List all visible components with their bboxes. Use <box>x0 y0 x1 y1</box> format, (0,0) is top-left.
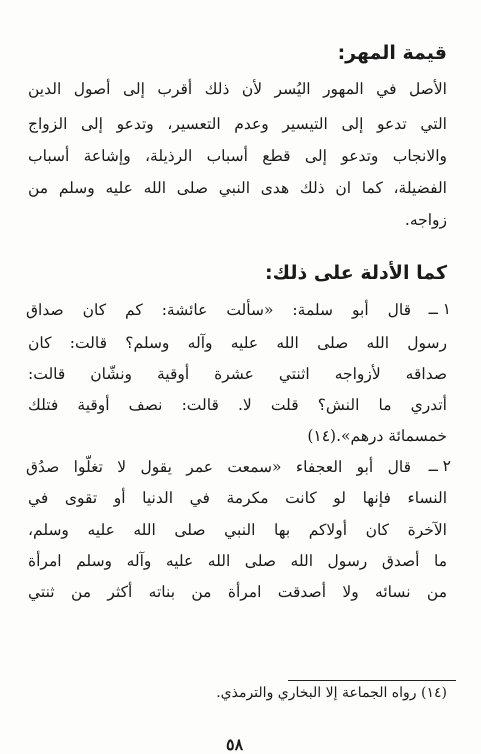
list-item-line: أتدري ما النش؟ قلت لا. قالت: نصف أوقية فتلك <box>28 396 447 414</box>
paragraph-line: الفضيلة، كما ان ذلك هدى النبي صلى الله عليه وسلم من <box>28 179 447 197</box>
list-item-line: النساء فإنها لو كانت مكرمة في الدنيا أو تقوى في <box>28 489 447 507</box>
list-item-line: قال أبو سلمة: «سألت عائشة: كم كان صداق <box>26 301 411 319</box>
footnote-divider <box>288 680 456 681</box>
list-item-number: ٢ ــ <box>428 457 451 475</box>
footnote: (١٤) رواه الجماعة إلا البخاري والترمذي. <box>216 685 447 701</box>
paragraph-line: الأصل في المهور اليُسر لأن ذلك أقرب إلى أصول الدين <box>28 80 447 98</box>
list-item-line: ما أصدق رسول الله صلى الله عليه وآله وسلم امرأة <box>28 552 447 570</box>
paragraph-line: زواجه. <box>404 211 447 229</box>
list-item-line: من نسائه ولا أصدقت امرأة من بناته أكثر من ثنتي <box>28 583 447 601</box>
paragraph-line: التي تدعو إلى التيسير وعدم التعسير، وتدعو إلى الزواج <box>28 115 447 133</box>
section-heading-evidence: كما الأدلة على ذلك: <box>265 262 447 284</box>
list-item-number: ١ ــ <box>428 300 451 318</box>
paragraph-line: والانجاب وتدعو إلى قطع أسباب الرذيلة، وإشاعة أسباب <box>28 147 447 165</box>
list-item-line: صداقه لأزواجه اثنتي عشرة أوقية ونشّان قالت: <box>28 365 447 383</box>
list-item-line: رسول الله صلى الله عليه وآله وسلم؟ قالت: كان <box>28 334 447 352</box>
list-item-line: قال أبو العجفاء «سمعت عمر يقول لا تغلّوا صدُق <box>26 458 411 476</box>
list-item-line: الآخرة كان أولاكم بها النبي صلى الله عليه وسلم، <box>28 521 447 539</box>
section-heading-mahr-value: قيمة المهر: <box>337 42 447 64</box>
list-item-line: خمسمائة درهم».(١٤) <box>307 427 447 445</box>
page-number: ٥٨ <box>226 735 244 754</box>
